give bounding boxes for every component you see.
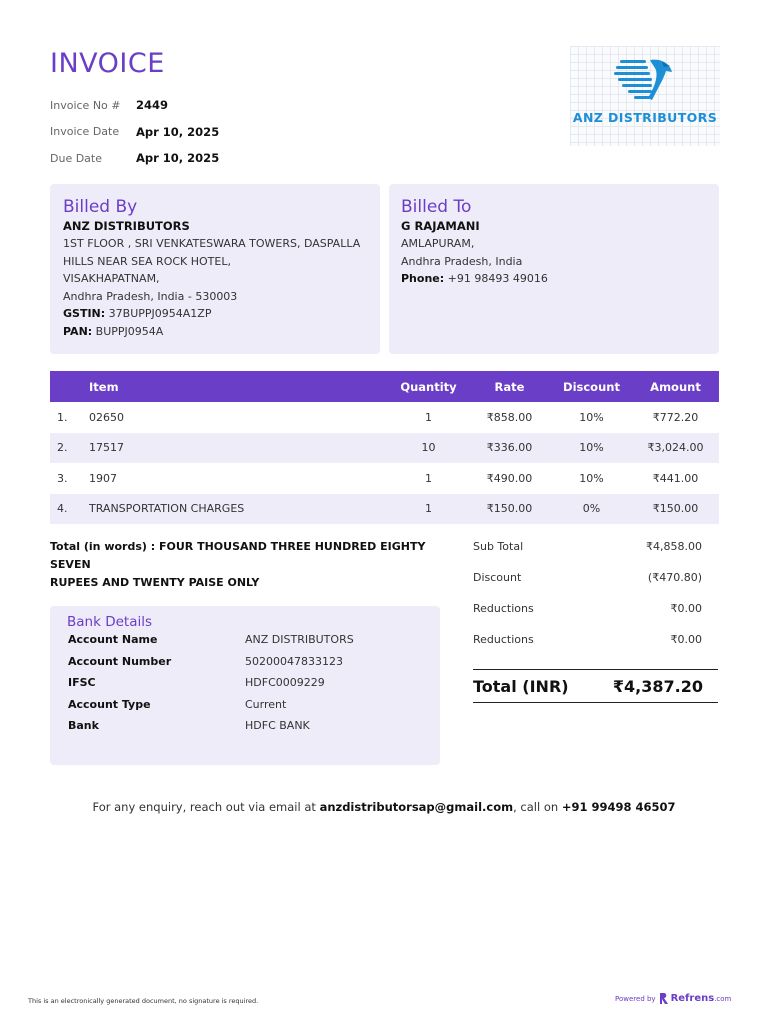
billed-by-name: ANZ DISTRIBUTORS <box>63 219 190 233</box>
grand-total-divider <box>597 670 598 702</box>
header-item: Item <box>89 371 389 402</box>
row-rate: ₹490.00 <box>486 471 533 485</box>
bank-row <box>68 633 354 646</box>
invoice-title: INVOICE <box>50 48 165 79</box>
bank-row <box>68 698 286 711</box>
bank-details-card <box>50 606 440 765</box>
header-discount: Discount <box>551 371 632 402</box>
grand-total-label: Total (INR) <box>473 676 569 696</box>
powered-by-label: Powered by <box>615 994 656 1003</box>
bank-label: Account Number <box>68 655 172 668</box>
bank-label: Account Name <box>68 633 158 646</box>
row-amount: ₹772.20 <box>652 410 699 424</box>
row-amount: ₹3,024.00 <box>632 433 719 464</box>
totals-row <box>473 624 718 655</box>
items-table <box>50 371 719 524</box>
billed-by-address-line: HILLS NEAR SEA ROCK HOTEL, <box>63 254 231 268</box>
row-item: 17517 <box>89 433 389 464</box>
header-amount: Amount <box>632 371 719 402</box>
gstin-label: GSTIN: <box>63 307 106 320</box>
refrens-brand: Refrens <box>670 993 715 1004</box>
row-amount: ₹150.00 <box>632 494 719 525</box>
enquiry-line <box>0 800 768 814</box>
totals-value: ₹4,858.00 <box>646 540 702 553</box>
row-index: 4. <box>50 494 89 525</box>
bank-value: Current <box>245 698 287 711</box>
table-row <box>50 463 719 494</box>
billed-by-heading: Billed By <box>63 197 138 217</box>
billed-to-address-line: AMLAPURAM, <box>401 237 475 250</box>
row-item: 02650 <box>89 410 124 424</box>
row-item: 1907 <box>89 471 117 485</box>
pan-value: BUPPJ0954A <box>95 324 164 338</box>
totals-label: Reductions <box>473 633 534 646</box>
eagle-logo-icon <box>612 54 678 110</box>
row-discount: 10% <box>551 433 632 464</box>
header-quantity: Quantity <box>389 371 468 402</box>
row-index: 1. <box>57 410 68 424</box>
header-rate: Rate <box>468 371 551 402</box>
totals-row <box>473 593 718 624</box>
pan-row <box>63 323 367 341</box>
invoice-date-value: Apr 10, 2025 <box>136 124 220 139</box>
phone-label: Phone: <box>401 272 445 285</box>
phone-row <box>401 270 707 288</box>
table-row <box>50 494 719 525</box>
billed-to-heading: Billed To <box>401 197 472 217</box>
totals-value: ₹0.00 <box>670 602 702 615</box>
pan-label: PAN: <box>63 324 93 338</box>
billed-to-address-line: Andhra Pradesh, India <box>401 254 523 268</box>
bank-value: 50200047833123 <box>245 655 343 668</box>
totals-label: Sub Total <box>473 540 524 553</box>
row-discount: 0% <box>551 494 632 525</box>
bank-row <box>68 676 325 689</box>
row-rate: ₹858.00 <box>486 410 533 424</box>
bank-label: Bank <box>68 719 99 732</box>
due-date-row <box>50 145 219 172</box>
table-row <box>50 402 719 433</box>
totals-label: Reductions <box>473 602 534 615</box>
totals-value: (₹470.80) <box>647 571 702 584</box>
billed-by-address-line: Andhra Pradesh, India - 530003 <box>63 289 238 303</box>
enquiry-phone: +91 99498 46507 <box>561 800 676 814</box>
powered-by[interactable] <box>615 993 731 1004</box>
billed-to-card <box>389 184 719 354</box>
row-quantity: 1 <box>425 471 432 485</box>
row-discount: 10% <box>579 410 604 424</box>
bank-row <box>68 655 343 668</box>
totals-row <box>473 562 718 593</box>
row-quantity: 1 <box>425 410 432 424</box>
phone-value: +91 98493 49016 <box>447 272 548 285</box>
row-amount: ₹441.00 <box>652 471 699 485</box>
bank-value: HDFC BANK <box>245 719 310 732</box>
totals-value: ₹0.00 <box>670 633 702 646</box>
row-rate: ₹150.00 <box>468 494 551 525</box>
bank-label: IFSC <box>68 676 96 689</box>
due-date-label: Due Date <box>50 151 102 165</box>
company-logo <box>570 46 720 146</box>
row-index: 2. <box>50 433 89 464</box>
footer-note: This is an electronically generated document, no signature is required. <box>28 997 259 1005</box>
header-index <box>50 371 89 402</box>
billed-by-address-line: 1ST FLOOR , SRI VENKATESWARA TOWERS, DASPALLA <box>63 237 361 250</box>
totals-summary <box>473 531 718 655</box>
row-index: 3. <box>57 471 68 485</box>
billed-to-name: G RAJAMANI <box>401 219 480 233</box>
billed-by-address-line: VISAKHAPATNAM, <box>63 272 160 285</box>
row-quantity: 1 <box>389 494 468 525</box>
billed-by-card <box>50 184 380 354</box>
row-quantity: 10 <box>389 433 468 464</box>
grand-total <box>473 669 718 703</box>
enquiry-middle: , call on <box>513 800 562 814</box>
bank-row <box>68 719 310 732</box>
bank-value: HDFC0009229 <box>245 676 325 689</box>
invoice-meta <box>50 92 219 172</box>
table-header-row <box>50 371 719 402</box>
bank-label: Account Type <box>68 698 151 711</box>
logo-company-name: ANZ DISTRIBUTORS <box>572 110 718 125</box>
gstin-value: 37BUPPJ0954A1ZP <box>108 307 212 320</box>
invoice-number-row <box>50 92 219 119</box>
totals-label: Discount <box>473 571 522 584</box>
refrens-logo-icon <box>659 993 668 1004</box>
grand-total-value: ₹4,387.20 <box>612 676 703 696</box>
invoice-number-value: 2449 <box>136 98 169 113</box>
invoice-date-label: Invoice Date <box>50 125 120 139</box>
total-in-words-line: Total (in words) : FOUR THOUSAND THREE HUNDRED EIGHTY SEVEN <box>50 540 426 571</box>
invoice-number-label: Invoice No # <box>50 98 121 112</box>
table-row <box>50 433 719 464</box>
row-discount: 10% <box>579 471 604 485</box>
bank-value: ANZ DISTRIBUTORS <box>245 633 354 646</box>
total-in-words <box>50 538 450 592</box>
due-date-value: Apr 10, 2025 <box>136 151 220 166</box>
gstin-row <box>63 305 367 323</box>
totals-row <box>473 531 718 562</box>
row-rate: ₹336.00 <box>468 433 551 464</box>
row-item: TRANSPORTATION CHARGES <box>89 494 389 525</box>
refrens-domain-suffix: .com <box>714 994 732 1003</box>
enquiry-prefix: For any enquiry, reach out via email at <box>92 800 320 814</box>
invoice-date-row <box>50 119 219 146</box>
total-in-words-line: RUPEES AND TWENTY PAISE ONLY <box>50 576 260 589</box>
enquiry-email-link[interactable]: anzdistributorsap@gmail.com <box>319 800 514 814</box>
bank-details-heading: Bank Details <box>67 614 153 630</box>
